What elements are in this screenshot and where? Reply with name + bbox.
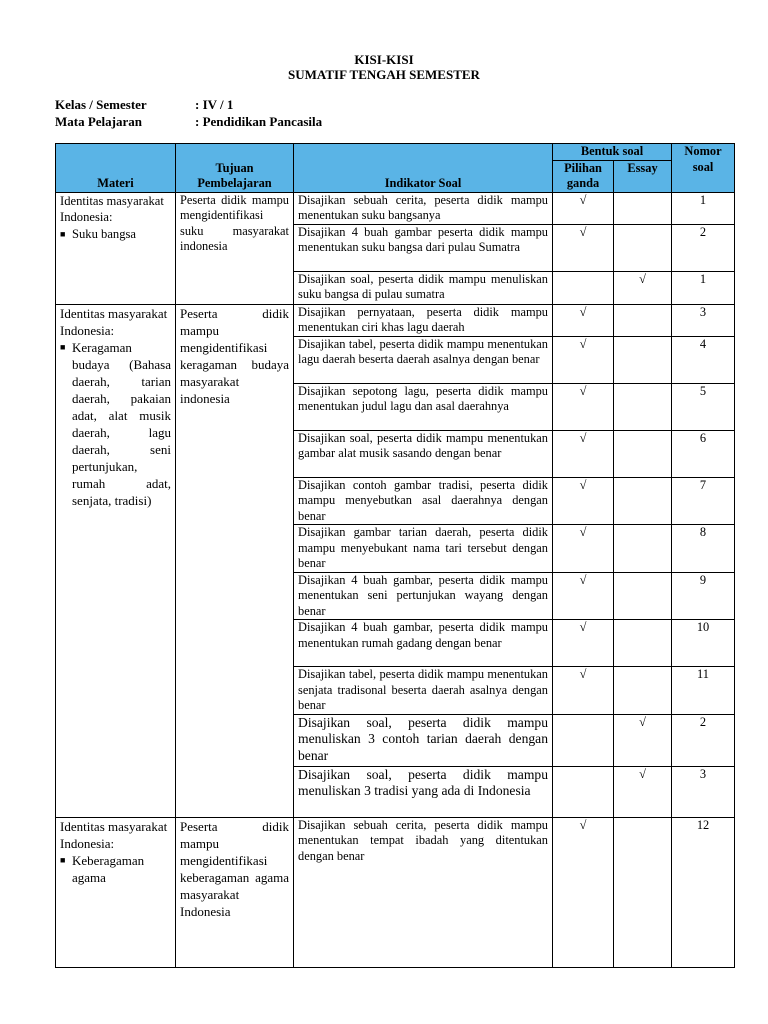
materi-text: Identitas masyarakat Indonesia: xyxy=(60,305,168,338)
essay-cell xyxy=(614,477,672,525)
indikator-cell: Disajikan 4 buah gambar, peserta didik mampu menentukan seni pertunjukan wayang dengan benar xyxy=(294,572,553,620)
essay-cell xyxy=(614,304,672,336)
essay-cell: √ xyxy=(614,714,672,766)
indikator-cell: Disajikan sebuah cerita, peserta didik mampu menentukan suku bangsanya xyxy=(294,192,553,224)
tujuan-cell: Peserta didik mampu mengidentifikasi keragaman budaya masyarakat indonesia xyxy=(176,304,294,817)
indikator-cell: Disajikan 4 buah gambar, peserta didik mampu menentukan rumah gadang dengan benar xyxy=(294,620,553,667)
pg-cell: √ xyxy=(553,336,614,383)
nomor-cell: 9 xyxy=(672,572,735,620)
nomor-cell: 2 xyxy=(672,714,735,766)
meta-kelas xyxy=(55,97,233,113)
pg-cell: √ xyxy=(553,224,614,271)
materi-text: Identitas masyarakat Indonesia: xyxy=(60,818,168,851)
header-pilihan-ganda: Pilihan ganda xyxy=(553,160,614,192)
tujuan-cell: Peserta didik mampu mengidentifikasi keberagaman agama masyarakat Indonesia xyxy=(176,817,294,967)
pg-cell xyxy=(553,714,614,766)
pg-cell: √ xyxy=(553,525,614,573)
tujuan-cell: Peserta didik mampu mengidentifikasi suku masyarakat indonesia xyxy=(176,192,294,304)
header-indikator: Indikator Soal xyxy=(294,144,553,193)
nomor-cell: 8 xyxy=(672,525,735,573)
indikator-cell: Disajikan sebuah cerita, peserta didik mampu menentukan tempat ibadah yang ditentukan dengan benar xyxy=(294,817,553,967)
table-row xyxy=(56,192,735,224)
document-title: KISI-KISI xyxy=(354,52,414,67)
nomor-cell: 3 xyxy=(672,304,735,336)
materi-bullet xyxy=(60,226,171,243)
pg-cell xyxy=(553,271,614,304)
indikator-cell: Disajikan soal, peserta didik mampu menuliskan 3 contoh tarian daerah dengan benar xyxy=(294,714,553,766)
indikator-cell: Disajikan soal, peserta didik mampu menentukan gambar alat musik sasando dengan benar xyxy=(294,430,553,477)
pg-cell: √ xyxy=(553,304,614,336)
nomor-cell: 1 xyxy=(672,192,735,224)
indikator-cell: Disajikan soal, peserta didik mampu menuliskan 3 tradisi yang ada di Indonesia xyxy=(294,766,553,817)
indikator-cell: Disajikan tabel, peserta didik mampu menentukan lagu daerah beserta daerah asalnya dengan benar xyxy=(294,336,553,383)
table-row xyxy=(56,304,735,336)
materi-bullet-text: Keberagaman agama xyxy=(72,852,145,885)
pg-cell: √ xyxy=(553,477,614,525)
bullet-icon: ■ xyxy=(60,228,66,239)
indikator-cell: Disajikan gambar tarian daerah, peserta didik mampu menyebukant nama tari tersebut dengan benar xyxy=(294,525,553,573)
materi-cell xyxy=(56,192,176,304)
indikator-cell: Disajikan contoh gambar tradisi, peserta didik mampu menyebutkan asal daerahnya dengan benar xyxy=(294,477,553,525)
pg-cell: √ xyxy=(553,817,614,967)
nomor-cell: 1 xyxy=(672,271,735,304)
nomor-cell: 2 xyxy=(672,224,735,271)
meta-mapel xyxy=(55,114,322,130)
essay-cell xyxy=(614,525,672,573)
essay-cell: √ xyxy=(614,766,672,817)
bullet-icon: ■ xyxy=(60,854,66,865)
indikator-cell: Disajikan sepotong lagu, peserta didik mampu menentukan judul lagu dan asal daerahnya xyxy=(294,383,553,430)
header-tujuan: Tujuan Pembelajaran xyxy=(176,144,294,193)
materi-cell xyxy=(56,304,176,817)
indikator-cell: Disajikan tabel, peserta didik mampu menentukan senjata tradisonal beserta daerah asalnya dengan benar xyxy=(294,667,553,715)
nomor-cell: 7 xyxy=(672,477,735,525)
materi-bullet xyxy=(60,339,171,509)
essay-cell xyxy=(614,192,672,224)
materi-bullet-text: Keragaman budaya (Bahasa daerah, tarian daerah, pakaian adat, alat musik daerah, lagu daerah, seni pertunjukan, rumah adat, senjata, tradisi) xyxy=(72,339,171,508)
nomor-cell: 10 xyxy=(672,620,735,667)
document-subtitle: SUMATIF TENGAH SEMESTER xyxy=(288,67,480,82)
indikator-cell: Disajikan pernyataan, peserta didik mampu menentukan ciri khas lagu daerah xyxy=(294,304,553,336)
essay-cell: √ xyxy=(614,271,672,304)
header-materi: Materi xyxy=(56,144,176,193)
nomor-cell: 11 xyxy=(672,667,735,715)
header-nomor-soal: Nomor soal xyxy=(672,144,735,193)
nomor-cell: 3 xyxy=(672,766,735,817)
nomor-cell: 4 xyxy=(672,336,735,383)
essay-cell xyxy=(614,572,672,620)
mapel-label: Mata Pelajaran xyxy=(55,114,143,129)
pg-cell: √ xyxy=(553,430,614,477)
bullet-icon: ■ xyxy=(60,341,66,352)
essay-cell xyxy=(614,620,672,667)
pg-cell: √ xyxy=(553,620,614,667)
mapel-value: : Pendidikan Pancasila xyxy=(195,114,323,129)
kelas-value: : IV / 1 xyxy=(195,97,234,112)
materi-bullet xyxy=(60,852,171,886)
table-row xyxy=(56,817,735,967)
nomor-cell: 12 xyxy=(672,817,735,967)
essay-cell xyxy=(614,667,672,715)
essay-cell xyxy=(614,383,672,430)
kelas-label: Kelas / Semester xyxy=(55,97,147,112)
header-essay: Essay xyxy=(614,160,672,192)
essay-cell xyxy=(614,817,672,967)
header-bentuk-soal: Bentuk soal xyxy=(553,144,672,161)
materi-text: Identitas masyarakat Indonesia: xyxy=(60,193,164,224)
materi-bullet-text: Suku bangsa xyxy=(72,226,137,241)
pg-cell: √ xyxy=(553,572,614,620)
pg-cell: √ xyxy=(553,192,614,224)
indikator-cell: Disajikan 4 buah gambar peserta didik mampu menentukan suku bangsa dari pulau Sumatra xyxy=(294,224,553,271)
kisi-table xyxy=(55,143,735,968)
pg-cell: √ xyxy=(553,383,614,430)
indikator-cell: Disajikan soal, peserta didik mampu menuliskan suku bangsa di pulau sumatra xyxy=(294,271,553,304)
pg-cell xyxy=(553,766,614,817)
nomor-cell: 6 xyxy=(672,430,735,477)
nomor-cell: 5 xyxy=(672,383,735,430)
pg-cell: √ xyxy=(553,667,614,715)
essay-cell xyxy=(614,336,672,383)
essay-cell xyxy=(614,224,672,271)
essay-cell xyxy=(614,430,672,477)
materi-cell xyxy=(56,817,176,967)
